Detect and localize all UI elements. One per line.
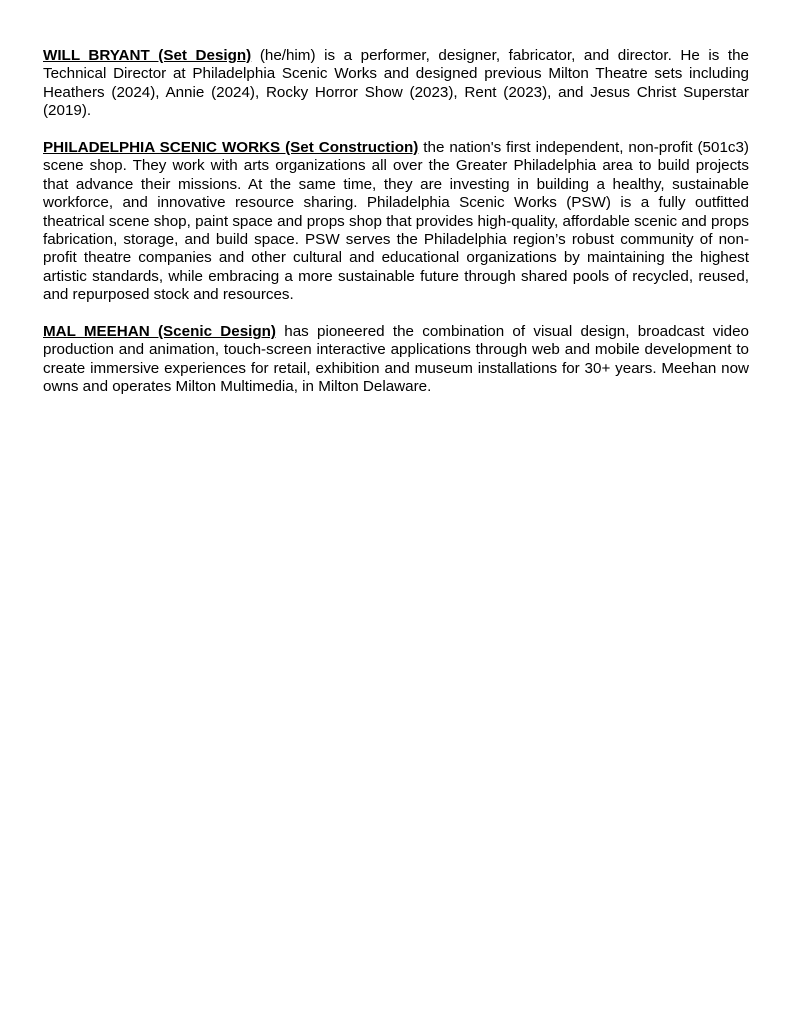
bio-paragraph-will-bryant bbox=[43, 47, 749, 121]
bio-text: (he/him) is a performer, designer, fabricator, and director. He is the Technical Director at Philadelphia Scenic Works and designed previous Milton Theatre sets including Heathers (2024), Annie (2024), Rocky Horror Show (2023), Rent (2023), and Jesus Christ Superstar (2019). bbox=[43, 47, 749, 120]
bio-list bbox=[43, 47, 749, 415]
bio-text: the nation's first independent, non-profit (501c3) scene shop. They work with arts organizations all over the Greater Philadelphia area to build projects that advance their missions. At the same time, they are investing in building a healthy, sustainable workforce, and innovative resource sharing. Philadelphia Scenic Works (PSW) is a fully outfitted theatrical scene shop, paint space and props shop that provides high-quality, affordable scenic and props fabrication, storage, and build space. PSW serves the Philadelphia region’s robust community of non-profit theatre companies and other cultural and educational organizations by maintaining the highest artistic standards, while embracing a more sustainable future through shared pools of recycled, reused, and repurposed stock and resources. bbox=[43, 139, 749, 304]
bio-name: MAL MEEHAN (Scenic Design) bbox=[43, 323, 276, 341]
bio-name: PHILADELPHIA SCENIC WORKS (Set Construction) bbox=[43, 139, 419, 157]
bio-paragraph-mal-meehan bbox=[43, 323, 749, 397]
bio-name: WILL BRYANT (Set Design) bbox=[43, 47, 252, 64]
bio-paragraph-philadelphia-scenic-works bbox=[43, 139, 749, 305]
bio-text: has pioneered the combination of visual design, broadcast video production and animation, touch-screen interactive applications through web and mobile development to create immersive experiences for retail, exhibition and museum installations for 30+ years. Meehan now owns and operates Milton Multimedia, in Milton Delaware. bbox=[43, 323, 749, 396]
